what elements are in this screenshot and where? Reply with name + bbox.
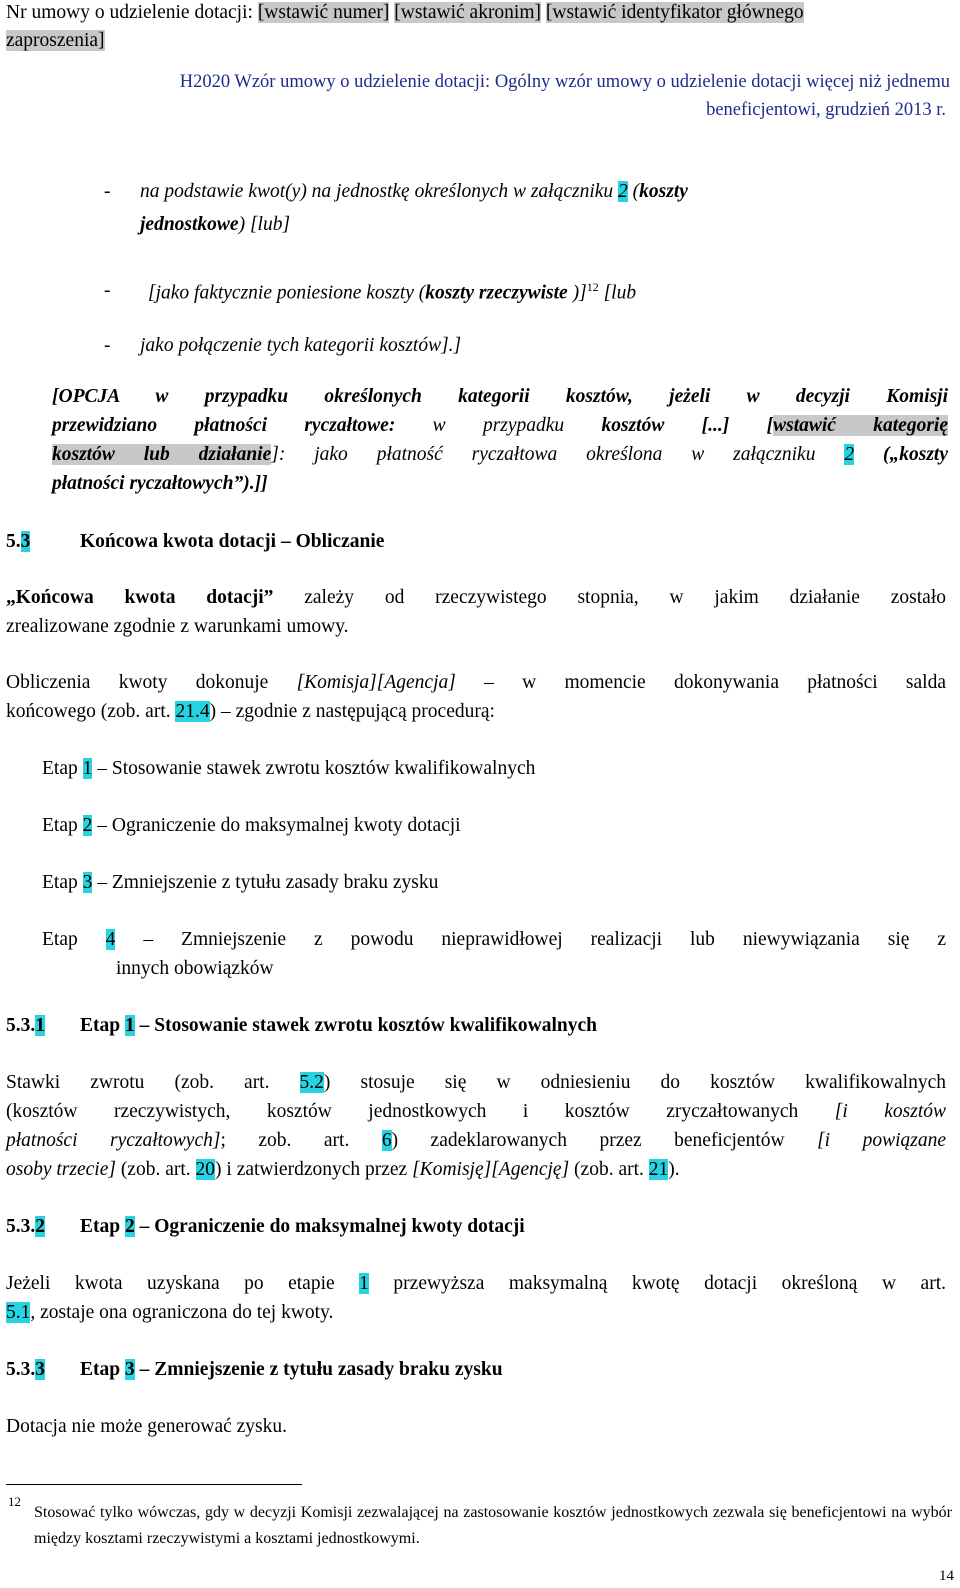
subsection-number: 5.3.2 (6, 1216, 45, 1237)
option-combination: jako połączenie tych kategorii kosztów].] (140, 335, 462, 356)
option-lump-sum-line2: przewidziano płatności ryczałtowe: w przypadku kosztów [...] [wstawić kategorię (52, 415, 948, 436)
option-actual-costs: [jako faktycznie poniesione koszty (koszty rzeczywiste )]$^{12}$ [lub (148, 280, 637, 304)
subsection-title: Etap 3 – Zmniejszenie z tytułu zasady braku zysku (80, 1359, 503, 1380)
header-agreement-number-line2 (6, 30, 105, 52)
step-item: Etap 4 – Zmniejszenie z powodu nieprawidłowej realizacji lub niewywiązania się z (42, 929, 946, 950)
paragraph-cap-line1: Jeżeli kwota uzyskana po etapie 1 przewyższa maksymalną kwotę dotacji określoną w art. (6, 1273, 946, 1294)
footnote-ref: 12 (586, 280, 599, 294)
footnote-separator (6, 1484, 302, 1485)
header-agreement-number-line: Nr umowy o udzielenie dotacji: [wstawić numer] [wstawić akronim] [wstawić identyfikator głównego (6, 2, 804, 23)
step-item: Etap 3 – Zmniejszenie z tytułu zasady braku zysku (42, 872, 439, 893)
option-lump-sum-line1: [OPCJA w przypadku określonych kategorii kosztów, jeżeli w decyzji Komisji (52, 386, 948, 407)
step-item-cont: innych obowiązków (116, 958, 274, 979)
header-subtitle: H2020 Wzór umowy o udzielenie dotacji: Ogólny wzór umowy o udzielenie dotacji więcej niż jednemu (179, 72, 950, 92)
option-unit-costs-cont: jednostkowe) [lub] (140, 214, 291, 235)
header-subtitle-cont: beneficjentowi, grudzień 2013 r. (706, 100, 946, 120)
option-dash: - (104, 181, 111, 202)
page-number: 14 (939, 1568, 954, 1584)
paragraph-rates-line2: (kosztów rzeczywistych, kosztów jednostkowych i kosztów zryczałtowanych [i kosztów (6, 1101, 947, 1122)
footnote-number: 12 (8, 1494, 21, 1509)
subsection-title: Etap 1 – Stosowanie stawek zwrotu kosztów kwalifikowalnych (80, 1015, 597, 1036)
option-lump-sum-line4: płatności ryczałtowych”).]] (52, 473, 268, 494)
paragraph-final-amount-line1: „Końcowa kwota dotacji” zależy od rzeczywistego stopnia, w jakim działanie zostało (6, 587, 946, 608)
placeholder-acronym: [wstawić akronim] (394, 2, 542, 23)
option-dash: - (104, 280, 111, 301)
paragraph-cap-line2: 5.1, zostaje ona ograniczona do tej kwoty. (6, 1302, 334, 1323)
step-item: Etap 2 – Ograniczenie do maksymalnej kwoty dotacji (42, 815, 461, 836)
subsection-number: 5.3.3 (6, 1359, 45, 1380)
placeholder-number: [wstawić numer] (257, 2, 390, 23)
paragraph-calculation-line2: końcowego (zob. art. 21.4) – zgodnie z następującą procedurą: (6, 701, 495, 722)
placeholder-call-id: [wstawić identyfikator głównego (545, 2, 804, 23)
placeholder-cost-category-cont: kosztów lub działanie (52, 444, 272, 465)
option-lump-sum-line3: kosztów lub działanie]: jako płatność ryczałtowa określona w załączniku 2 („koszty (52, 444, 948, 465)
section-number: 5.3 (6, 531, 31, 552)
paragraph-no-profit: Dotacja nie może generować zysku. (6, 1416, 287, 1437)
subsection-number: 5.3.1 (6, 1015, 45, 1036)
paragraph-calculation-line1: Obliczenia kwoty dokonuje [Komisja][Agencja] – w momencie dokonywania płatności salda (6, 672, 946, 693)
paragraph-rates-line4: osoby trzecie] (zob. art. 20) i zatwierdzonych przez [Komisję][Agencję] (zob. art. 21). (6, 1159, 680, 1180)
placeholder-cost-category: wstawić kategorię (773, 415, 948, 436)
section-title: Końcowa kwota dotacji – Obliczanie (80, 531, 385, 552)
paragraph-rates-line3: płatności ryczałtowych]; zob. art. 6) zadeklarowanych przez beneficjentów [i powiązane (6, 1130, 946, 1151)
paragraph-final-amount-line2: zrealizowane zgodnie z warunkami umowy. (6, 616, 349, 637)
option-unit-costs: na podstawie kwot(y) na jednostkę określonych w załączniku 2 (koszty (140, 181, 688, 202)
footnote-text: Stosować tylko wówczas, gdy w decyzji Komisji zezwalającej na zastosowanie kosztów jednostkowych zezwala się beneficjentowi na wybór między kosztami rzeczywistymi a kosztami jednostkowymi. (34, 1504, 952, 1547)
step-item: Etap 1 – Stosowanie stawek zwrotu kosztów kwalifikowalnych (42, 758, 536, 779)
option-dash: - (104, 335, 111, 356)
paragraph-rates-line1: Stawki zwrotu (zob. art. 5.2) stosuje się w odniesieniu do kosztów kwalifikowalnych (6, 1072, 946, 1093)
placeholder-call-id-cont: zaproszenia] (6, 30, 105, 51)
subsection-title: Etap 2 – Ograniczenie do maksymalnej kwoty dotacji (80, 1216, 525, 1237)
